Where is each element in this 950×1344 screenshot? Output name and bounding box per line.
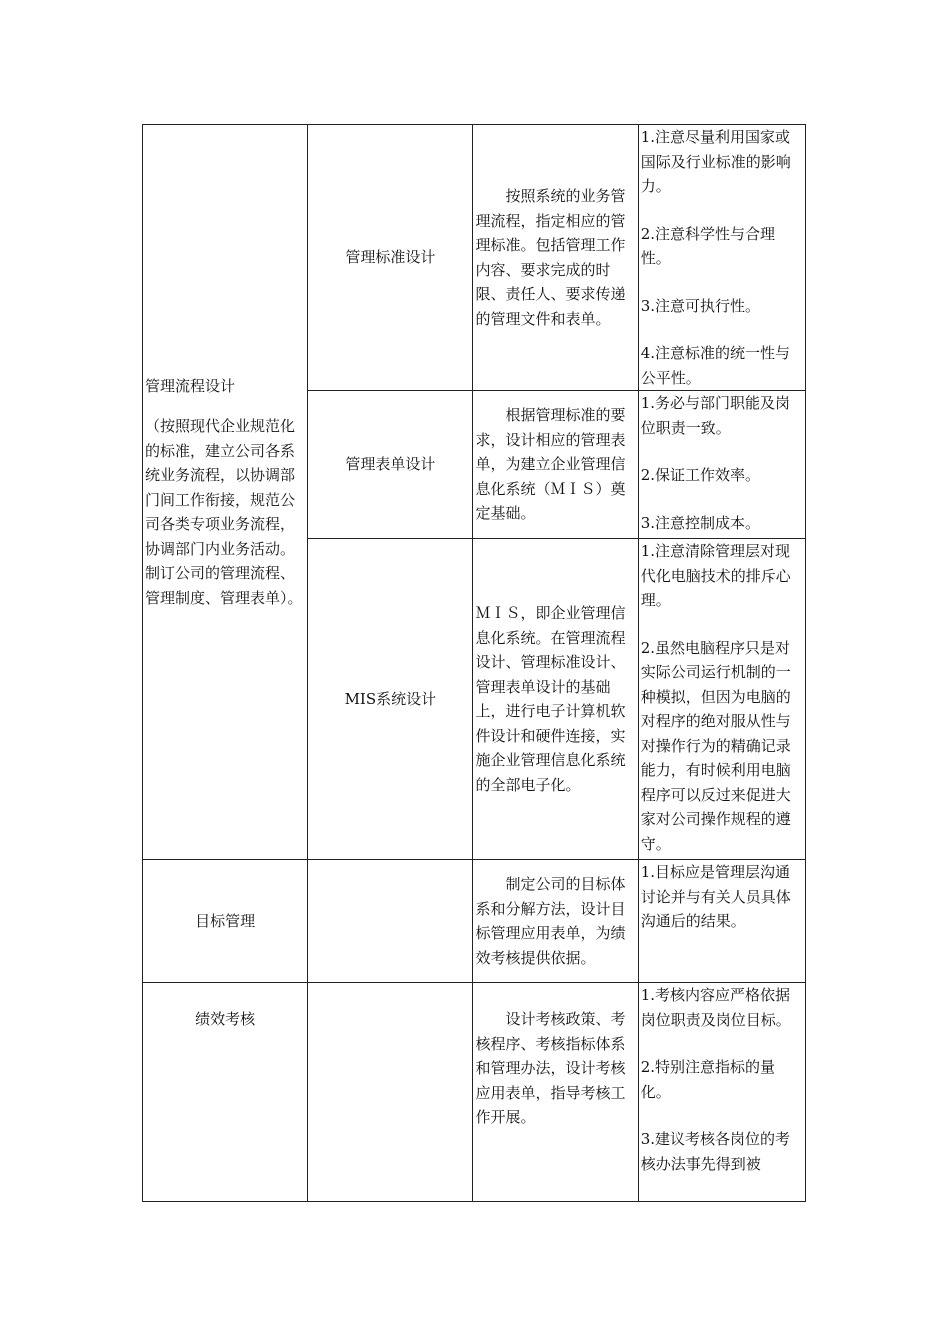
table-row xyxy=(143,983,806,1202)
note-item: 1.注意尽量利用国家或国际及行业标准的影响力。 xyxy=(640,128,791,195)
note-item: 3.建议考核各岗位的考核办法事先得到被 xyxy=(640,1130,791,1173)
target-management-cell: 目标管理 xyxy=(143,860,308,983)
note-item: 2.特别注意指标的量化。 xyxy=(640,1058,776,1101)
process-design-cell xyxy=(143,125,308,860)
process-design-title: 管理流程设计 xyxy=(145,376,236,395)
note-item: 1.注意清除管理层对现代化电脑技术的排斥心理。 xyxy=(640,542,791,609)
item-name-cell: 管理表单设计 xyxy=(308,391,473,539)
notes-cell xyxy=(638,125,805,391)
item-name-cell: 管理标准设计 xyxy=(308,125,473,391)
note-item: 2.保证工作效率。 xyxy=(640,466,761,484)
item-desc-cell: ＭＩＳ，即企业管理信息化系统。在管理流程设计、管理标准设计、管理表单设计的基础上，进行电子计算机软件设计和硬件连接，实施企业管理信息化系统的全部电子化。 xyxy=(473,539,638,860)
note-item: 3.注意可执行性。 xyxy=(640,296,761,315)
item-name-cell xyxy=(308,860,473,983)
item-name-cell xyxy=(308,983,473,1202)
notes-cell xyxy=(638,391,805,539)
item-name-cell: MIS系统设计 xyxy=(308,539,473,860)
notes-cell xyxy=(638,983,805,1202)
note-item: 1.务必与部门职能及岗位职责一致。 xyxy=(640,394,791,437)
notes-cell xyxy=(638,860,805,983)
item-desc-cell: 根据管理标准的要求，设计相应的管理表单，为建立企业管理信息化系统（ＭＩＳ）奠定基础。 xyxy=(473,391,638,539)
notes-cell xyxy=(638,539,805,860)
item-desc-cell: 按照系统的业务管理流程，指定相应的管理标准。包括管理工作内容、要求完成的时限、责任人、要求传递的管理文件和表单。 xyxy=(473,125,638,391)
table-row xyxy=(143,860,806,983)
table-row xyxy=(143,125,806,391)
process-table xyxy=(142,124,806,1202)
note-item: 2.注意科学性与合理性。 xyxy=(640,224,776,267)
item-desc-cell: 制定公司的目标体系和分解方法，设计目标管理应用表单，为绩效考核提供依据。 xyxy=(473,860,638,983)
note-item: 2.虽然电脑程序只是对实际公司运行机制的一种模拟，但因为电脑的对程序的绝对服从性与对操作行为的精确记录能力，有时候利用电脑程序可以反过来促进大家对公司操作规程的遵守。 xyxy=(640,638,791,853)
note-item: 4.注意标准的统一性与公平性。 xyxy=(640,344,791,387)
note-item: 1.考核内容应严格依据岗位职责及岗位目标。 xyxy=(640,986,791,1029)
process-design-desc: （按照现代企业规范化的标准，建立公司各系统业务流程，以协调部门间工作衔接，规范公司各类专项业务流程，协调部门内业务活动。制订公司的管理流程、管理制度、管理表单）。 xyxy=(145,417,303,607)
note-item: 1.目标应是管理层沟通讨论并与有关人员具体沟通后的结果。 xyxy=(640,863,791,930)
performance-cell: 绩效考核 xyxy=(143,983,308,1202)
note-item: 3.注意控制成本。 xyxy=(640,513,761,532)
item-desc-cell: 设计考核政策、考核程序、考核指标体系和管理办法，设计考核应用表单，指导考核工作开展。 xyxy=(473,983,638,1202)
